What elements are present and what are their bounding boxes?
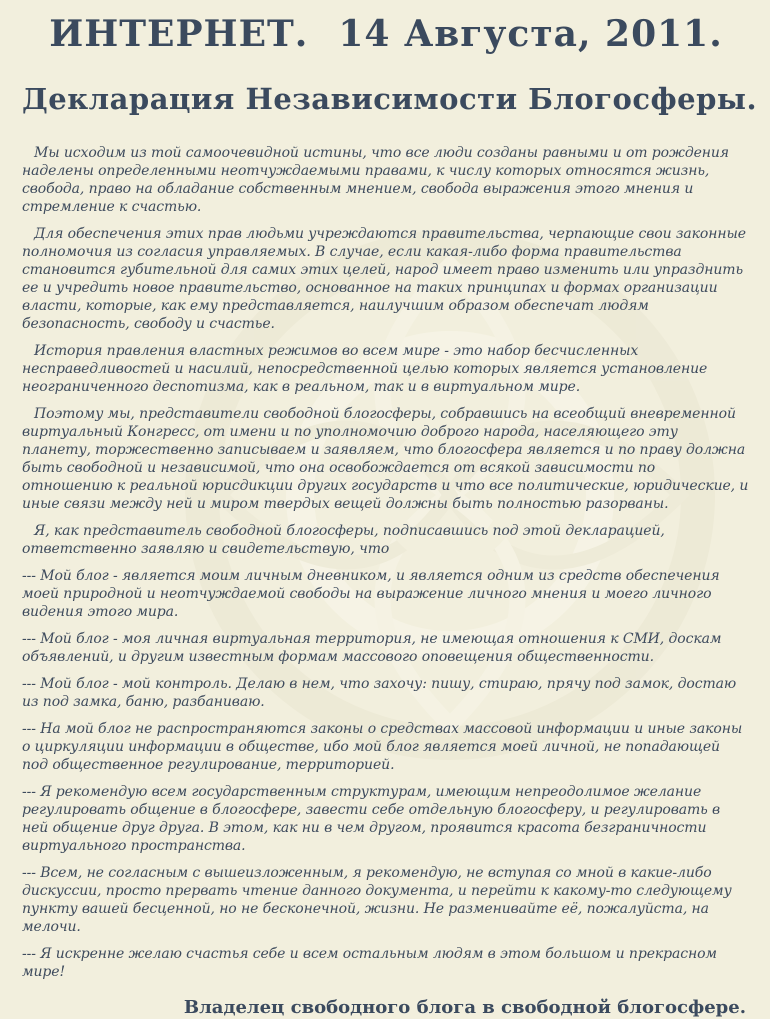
declaration-item: --- Мой блог - является моим личным дневником, и является одним из средств обеспечения моей природной и неотчуждаемой свободы на выражение личного мнения и моего личного видения этого мира. [22, 568, 720, 620]
declaration-item: --- Мой блог - мой контроль. Делаю в нем, что захочу: пишу, стираю, прячу под замок, достаю из под замка, баню, разбаниваю. [22, 676, 737, 710]
declaration-item: --- Всем, не согласным с вышеизложенным, я рекомендую, не вступая со мной в какие-либо дискуссии, просто прервать чтение данного документа, и перейти к какому-то следующему пункту вашей бесценной, но не бесконечной, жизни. Не разменивайте её, пожалуйста, на мелочи. [22, 865, 732, 935]
page-title: Декларация Независимости Блогосферы. [22, 82, 758, 116]
paragraph: Для обеспечения этих прав людьми учреждаются правительства, черпающие свои законные полномочия из согласия управляемых. В случае, если какая-либо форма правительства становится губительной для самих этих целей, народ имеет право изменить или упразднить ее и учредить новое правительство, основанное на таких принципах и формах организации власти, которые, как ему представляется, наилучшим образом обеспечат людям безопасность, свободу и счастье. [22, 226, 746, 332]
masthead [22, 12, 750, 56]
declaration-item: --- Я рекомендую всем государственным структурам, имеющим непреодолимое желание регулировать общение в блогосфере, завести себе отдельную блогосферу, и регулировать в ней общение друг друга. В этом, как ни в чем другом, проявится красота безграничности виртуального пространства. [22, 784, 721, 854]
declaration-item: --- На мой блог не распространяются законы о средствах массовой информации и иные законы о циркуляции информации в обществе, ибо мой блог является моей личной, не попадающей под общественное регулирование, территорией. [22, 721, 743, 773]
paragraph: Я, как представитель свободной блогосферы, подписавшись под этой декларацией, ответственно заявляю и свидетельствую, что [22, 523, 665, 557]
declaration-item: --- Я искренне желаю счастья себе и всем остальным людям в этом большом и прекрасном мире! [22, 946, 717, 980]
declaration-text [22, 144, 750, 981]
signature: Владелец свободного блога в свободной блогосфере. [183, 997, 746, 1018]
masthead-source: ИНТЕРНЕТ. [49, 13, 309, 55]
paragraph: Поэтому мы, представители свободной блогосферы, собравшись на всеобщий вневременной виртуальный Конгресс, от имени и по уполномочию доброго народа, населяющего эту планету, торжественно записываем и заявляем, что блогосфера является и по праву должна быть свободной и независимой, что она освобождается от всякой зависимости по отношению к реальной юрисдикции других государств и что все политические, юридические, и иные связи между ней и миром твердых вещей должны быть полностью разорваны. [22, 406, 749, 512]
paragraph: Мы исходим из той самоочевидной истины, что все люди созданы равными и от рождения наделены определенными неотчуждаемыми правами, к числу которых относятся жизнь, свобода, право на обладание собственным мнением, свобода выражения этого мнения и стремление к счастью. [22, 145, 729, 215]
declaration-item: --- Мой блог - моя личная виртуальная территория, не имеющая отношения к СМИ, доскам объявлений, и другим известным формам массового оповещения общественности. [22, 631, 722, 665]
paragraph: История правления властных режимов во всем мире - это набор бесчисленных несправедливостей и насилий, непосредственной целью которых является установление неограниченного деспотизма, как в реальном, так и в виртуальном мире. [22, 343, 708, 395]
masthead-date: 14 Августа, 2011. [338, 13, 723, 55]
